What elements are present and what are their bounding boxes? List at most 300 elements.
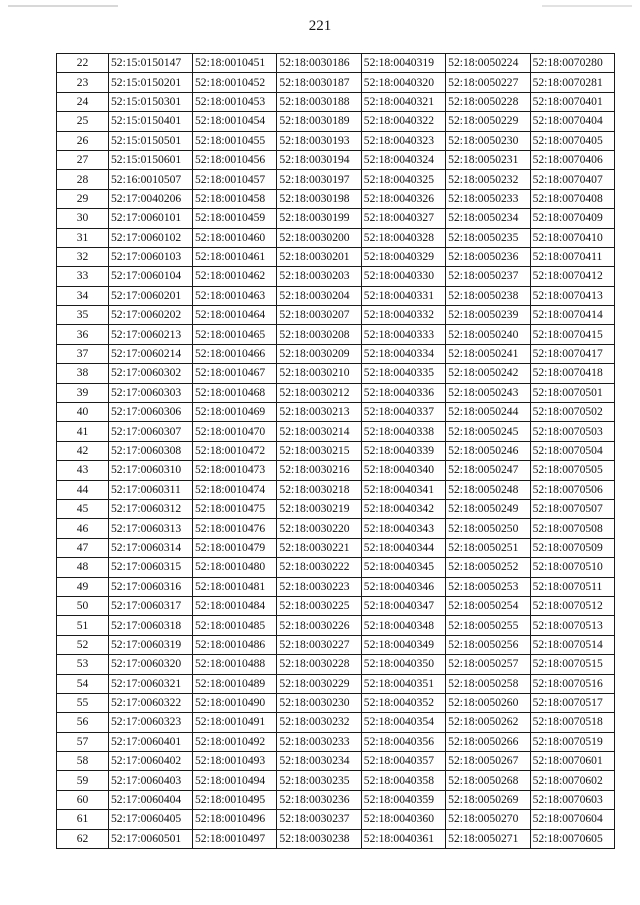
cadastral-number-cell: 52:18:0050229 (446, 112, 530, 131)
cadastral-number-cell: 52:18:0030218 (277, 480, 361, 499)
table-row (57, 422, 615, 441)
cadastral-number-cell: 52:18:0010476 (193, 519, 277, 538)
cadastral-number-cell: 52:17:0060307 (109, 422, 193, 441)
cadastral-number-cell: 52:18:0030209 (277, 344, 361, 363)
cadastral-number-cell: 52:18:0040356 (361, 732, 445, 751)
row-number-cell: 60 (57, 790, 109, 809)
cadastral-number-cell: 52:18:0070507 (530, 499, 614, 518)
cadastral-number-cell: 52:18:0010492 (193, 732, 277, 751)
cadastral-number-cell: 52:18:0030237 (277, 810, 361, 829)
cadastral-number-cell: 52:18:0050255 (446, 616, 530, 635)
table-row (57, 752, 615, 771)
cadastral-number-cell: 52:18:0030222 (277, 558, 361, 577)
cadastral-number-cell: 52:17:0060213 (109, 325, 193, 344)
cadastral-number-cell: 52:18:0040329 (361, 247, 445, 266)
cadastral-number-cell: 52:18:0070280 (530, 54, 614, 73)
row-number-cell: 56 (57, 713, 109, 732)
cadastral-number-cell: 52:18:0040323 (361, 131, 445, 150)
table-row (57, 403, 615, 422)
cadastral-number-cell: 52:18:0040336 (361, 383, 445, 402)
scan-artifact-right (542, 5, 632, 7)
row-number-cell: 22 (57, 54, 109, 73)
table-row (57, 538, 615, 557)
cadastral-number-cell: 52:18:0070513 (530, 616, 614, 635)
cadastral-number-cell: 52:17:0060202 (109, 306, 193, 325)
cadastral-number-cell: 52:18:0050234 (446, 209, 530, 228)
cadastral-number-cell: 52:18:0010491 (193, 713, 277, 732)
cadastral-number-cell: 52:18:0050249 (446, 499, 530, 518)
cadastral-number-cell: 52:18:0010465 (193, 325, 277, 344)
cadastral-number-cell: 52:18:0010452 (193, 73, 277, 92)
cadastral-number-cell: 52:18:0070502 (530, 403, 614, 422)
row-number-cell: 62 (57, 829, 109, 848)
cadastral-number-cell: 52:18:0050251 (446, 538, 530, 557)
cadastral-number-cell: 52:18:0010497 (193, 829, 277, 848)
cadastral-number-cell: 52:18:0050268 (446, 771, 530, 790)
row-number-cell: 46 (57, 519, 109, 538)
cadastral-number-cell: 52:18:0040341 (361, 480, 445, 499)
row-number-cell: 42 (57, 441, 109, 460)
cadastral-number-cell: 52:18:0040332 (361, 306, 445, 325)
cadastral-number-cell: 52:18:0070406 (530, 150, 614, 169)
cadastral-number-cell: 52:18:0010485 (193, 616, 277, 635)
table-row (57, 170, 615, 189)
cadastral-number-cell: 52:18:0010480 (193, 558, 277, 577)
cadastral-number-cell: 52:18:0050227 (446, 73, 530, 92)
cadastral-number-cell: 52:18:0030230 (277, 693, 361, 712)
cadastral-number-cell: 52:18:0070605 (530, 829, 614, 848)
cadastral-number-cell: 52:17:0060501 (109, 829, 193, 848)
cadastral-number-cell: 52:16:0010507 (109, 170, 193, 189)
table-row (57, 674, 615, 693)
cadastral-number-cell: 52:18:0070516 (530, 674, 614, 693)
row-number-cell: 29 (57, 189, 109, 208)
cadastral-number-cell: 52:18:0040349 (361, 635, 445, 654)
cadastral-number-cell: 52:18:0010467 (193, 364, 277, 383)
cadastral-number-cell: 52:18:0040344 (361, 538, 445, 557)
table-row (57, 635, 615, 654)
cadastral-number-cell: 52:18:0030204 (277, 286, 361, 305)
cadastral-number-cell: 52:18:0070412 (530, 267, 614, 286)
cadastral-number-cell: 52:17:0060315 (109, 558, 193, 577)
cadastral-number-cell: 52:18:0070503 (530, 422, 614, 441)
cadastral-number-cell: 52:18:0010474 (193, 480, 277, 499)
cadastral-number-cell: 52:17:0060321 (109, 674, 193, 693)
cadastral-number-cell: 52:18:0030213 (277, 403, 361, 422)
cadastral-number-cell: 52:18:0050269 (446, 790, 530, 809)
cadastral-number-cell: 52:18:0010494 (193, 771, 277, 790)
cadastral-number-cell: 52:18:0030201 (277, 247, 361, 266)
cadastral-number-cell: 52:18:0030194 (277, 150, 361, 169)
cadastral-number-cell: 52:18:0030220 (277, 519, 361, 538)
cadastral-number-cell: 52:18:0030214 (277, 422, 361, 441)
cadastral-number-cell: 52:18:0030223 (277, 577, 361, 596)
table-row (57, 344, 615, 363)
row-number-cell: 35 (57, 306, 109, 325)
table-row (57, 131, 615, 150)
cadastral-number-cell: 52:18:0040345 (361, 558, 445, 577)
cadastral-number-cell: 52:18:0050246 (446, 441, 530, 460)
cadastral-number-cell: 52:18:0030232 (277, 713, 361, 732)
cadastral-number-cell: 52:18:0050270 (446, 810, 530, 829)
cadastral-number-cell: 52:18:0010468 (193, 383, 277, 402)
table-row (57, 441, 615, 460)
cadastral-number-cell: 52:17:0060101 (109, 209, 193, 228)
cadastral-number-cell: 52:18:0050248 (446, 480, 530, 499)
cadastral-number-cell: 52:18:0030188 (277, 92, 361, 111)
row-number-cell: 27 (57, 150, 109, 169)
cadastral-number-cell: 52:18:0030199 (277, 209, 361, 228)
cadastral-number-cell: 52:18:0030226 (277, 616, 361, 635)
table-row (57, 596, 615, 615)
cadastral-number-cell: 52:17:0060103 (109, 247, 193, 266)
row-number-cell: 37 (57, 344, 109, 363)
cadastral-number-cell: 52:18:0010470 (193, 422, 277, 441)
row-number-cell: 34 (57, 286, 109, 305)
cadastral-number-cell: 52:17:0060312 (109, 499, 193, 518)
cadastral-number-cell: 52:18:0070404 (530, 112, 614, 131)
table-row (57, 383, 615, 402)
cadastral-number-cell: 52:18:0010469 (193, 403, 277, 422)
cadastral-number-cell: 52:18:0030228 (277, 655, 361, 674)
cadastral-number-cell: 52:18:0070504 (530, 441, 614, 460)
cadastral-number-cell: 52:18:0040340 (361, 461, 445, 480)
cadastral-number-cell: 52:18:0050241 (446, 344, 530, 363)
cadastral-number-cell: 52:18:0070505 (530, 461, 614, 480)
row-number-cell: 36 (57, 325, 109, 344)
cadastral-number-cell: 52:18:0070407 (530, 170, 614, 189)
cadastral-number-cell: 52:18:0070410 (530, 228, 614, 247)
cadastral-number-cell: 52:18:0070514 (530, 635, 614, 654)
cadastral-number-cell: 52:17:0060201 (109, 286, 193, 305)
cadastral-number-cell: 52:18:0030203 (277, 267, 361, 286)
cadastral-number-cell: 52:18:0010495 (193, 790, 277, 809)
row-number-cell: 47 (57, 538, 109, 557)
cadastral-number-cell: 52:18:0010486 (193, 635, 277, 654)
cadastral-number-cell: 52:18:0040337 (361, 403, 445, 422)
cadastral-number-cell: 52:18:0040335 (361, 364, 445, 383)
cadastral-number-cell: 52:18:0050266 (446, 732, 530, 751)
row-number-cell: 52 (57, 635, 109, 654)
table-row (57, 112, 615, 131)
cadastral-number-cell: 52:17:0060313 (109, 519, 193, 538)
row-number-cell: 23 (57, 73, 109, 92)
table-row (57, 810, 615, 829)
table-row (57, 209, 615, 228)
cadastral-number-cell: 52:17:0060401 (109, 732, 193, 751)
cadastral-number-cell: 52:18:0050252 (446, 558, 530, 577)
row-number-cell: 48 (57, 558, 109, 577)
cadastral-number-cell: 52:18:0010453 (193, 92, 277, 111)
cadastral-number-cell: 52:18:0030236 (277, 790, 361, 809)
cadastral-number-cell: 52:18:0040347 (361, 596, 445, 615)
cadastral-number-cell: 52:18:0050271 (446, 829, 530, 848)
table-row (57, 150, 615, 169)
cadastral-number-cell: 52:18:0040361 (361, 829, 445, 848)
cadastral-number-cell: 52:18:0040343 (361, 519, 445, 538)
table-row (57, 267, 615, 286)
table-row (57, 616, 615, 635)
cadastral-number-cell: 52:18:0010463 (193, 286, 277, 305)
cadastral-number-cell: 52:18:0040348 (361, 616, 445, 635)
cadastral-number-cell: 52:18:0030234 (277, 752, 361, 771)
cadastral-number-cell: 52:18:0070518 (530, 713, 614, 732)
cadastral-number-cell: 52:18:0030229 (277, 674, 361, 693)
row-number-cell: 40 (57, 403, 109, 422)
cadastral-number-cell: 52:18:0050244 (446, 403, 530, 422)
cadastral-number-cell: 52:15:0150301 (109, 92, 193, 111)
row-number-cell: 53 (57, 655, 109, 674)
table-row (57, 829, 615, 848)
cadastral-number-cell: 52:18:0040357 (361, 752, 445, 771)
cadastral-number-cell: 52:18:0040322 (361, 112, 445, 131)
cadastral-number-cell: 52:18:0050267 (446, 752, 530, 771)
cadastral-number-cell: 52:18:0040324 (361, 150, 445, 169)
row-number-cell: 45 (57, 499, 109, 518)
cadastral-number-cell: 52:18:0040351 (361, 674, 445, 693)
cadastral-number-cell: 52:18:0030212 (277, 383, 361, 402)
cadastral-number-cell: 52:18:0040350 (361, 655, 445, 674)
cadastral-number-cell: 52:18:0010451 (193, 54, 277, 73)
table-row (57, 558, 615, 577)
cadastral-number-cell: 52:18:0040321 (361, 92, 445, 111)
row-number-cell: 31 (57, 228, 109, 247)
cadastral-number-cell: 52:18:0050245 (446, 422, 530, 441)
cadastral-number-cell: 52:18:0030227 (277, 635, 361, 654)
cadastral-number-cell: 52:18:0050230 (446, 131, 530, 150)
cadastral-number-cell: 52:18:0010496 (193, 810, 277, 829)
cadastral-number-cell: 52:17:0060405 (109, 810, 193, 829)
cadastral-number-cell: 52:18:0070405 (530, 131, 614, 150)
row-number-cell: 50 (57, 596, 109, 615)
table-row (57, 655, 615, 674)
cadastral-number-cell: 52:17:0060318 (109, 616, 193, 635)
cadastral-number-cell: 52:18:0040354 (361, 713, 445, 732)
cadastral-number-cell: 52:18:0010461 (193, 247, 277, 266)
table-row (57, 790, 615, 809)
cadastral-number-cell: 52:18:0040327 (361, 209, 445, 228)
cadastral-number-cell: 52:18:0070415 (530, 325, 614, 344)
cadastral-number-cell: 52:18:0010457 (193, 170, 277, 189)
cadastral-number-cell: 52:17:0060104 (109, 267, 193, 286)
cadastral-number-cell: 52:18:0040333 (361, 325, 445, 344)
row-number-cell: 59 (57, 771, 109, 790)
cadastral-number-cell: 52:18:0010473 (193, 461, 277, 480)
cadastral-number-cell: 52:18:0010460 (193, 228, 277, 247)
cadastral-number-cell: 52:18:0010484 (193, 596, 277, 615)
cadastral-number-cell: 52:18:0030207 (277, 306, 361, 325)
cadastral-number-cell: 52:18:0010472 (193, 441, 277, 460)
table-row (57, 693, 615, 712)
cadastral-number-cell: 52:18:0050253 (446, 577, 530, 596)
cadastral-number-cell: 52:18:0030221 (277, 538, 361, 557)
cadastral-number-cell: 52:18:0010454 (193, 112, 277, 131)
cadastral-number-cell: 52:18:0070401 (530, 92, 614, 111)
cadastral-number-cell: 52:18:0050231 (446, 150, 530, 169)
cadastral-number-cell: 52:18:0070515 (530, 655, 614, 674)
table-body (57, 54, 615, 849)
cadastral-number-cell: 52:18:0070501 (530, 383, 614, 402)
cadastral-number-cell: 52:17:0060303 (109, 383, 193, 402)
row-number-cell: 61 (57, 810, 109, 829)
cadastral-number-cell: 52:18:0050243 (446, 383, 530, 402)
cadastral-number-cell: 52:18:0010475 (193, 499, 277, 518)
cadastral-number-cell: 52:18:0040320 (361, 73, 445, 92)
cadastral-number-cell: 52:17:0060404 (109, 790, 193, 809)
cadastral-number-cell: 52:18:0010464 (193, 306, 277, 325)
cadastral-number-cell: 52:18:0030233 (277, 732, 361, 751)
cadastral-number-cell: 52:18:0070281 (530, 73, 614, 92)
cadastral-number-cell: 52:18:0040328 (361, 228, 445, 247)
table-row (57, 247, 615, 266)
cadastral-number-cell: 52:18:0010479 (193, 538, 277, 557)
cadastral-number-cell: 52:15:0150147 (109, 54, 193, 73)
table-row (57, 228, 615, 247)
cadastral-number-cell: 52:15:0150401 (109, 112, 193, 131)
scan-artifact-left (8, 5, 118, 7)
table-row (57, 73, 615, 92)
table-row (57, 325, 615, 344)
row-number-cell: 39 (57, 383, 109, 402)
table-row (57, 713, 615, 732)
cadastral-number-cell: 52:18:0040352 (361, 693, 445, 712)
cadastral-number-cell: 52:18:0010459 (193, 209, 277, 228)
cadastral-number-cell: 52:18:0030198 (277, 189, 361, 208)
cadastral-number-cell: 52:18:0030210 (277, 364, 361, 383)
cadastral-number-cell: 52:18:0070519 (530, 732, 614, 751)
cadastral-number-cell: 52:18:0070408 (530, 189, 614, 208)
cadastral-number-cell: 52:18:0040339 (361, 441, 445, 460)
cadastral-number-cell: 52:18:0040338 (361, 422, 445, 441)
cadastral-number-cell: 52:18:0050247 (446, 461, 530, 480)
cadastral-number-cell: 52:18:0030219 (277, 499, 361, 518)
cadastral-number-cell: 52:18:0010458 (193, 189, 277, 208)
cadastral-number-cell: 52:18:0030197 (277, 170, 361, 189)
cadastral-number-cell: 52:15:0150201 (109, 73, 193, 92)
cadastral-number-cell: 52:18:0040325 (361, 170, 445, 189)
cadastral-number-cell: 52:17:0040206 (109, 189, 193, 208)
cadastral-number-cell: 52:18:0030193 (277, 131, 361, 150)
cadastral-number-cell: 52:17:0060214 (109, 344, 193, 363)
cadastral-number-cell: 52:15:0150501 (109, 131, 193, 150)
cadastral-number-cell: 52:18:0070603 (530, 790, 614, 809)
cadastral-number-cell: 52:18:0050233 (446, 189, 530, 208)
cadastral-number-cell: 52:18:0030189 (277, 112, 361, 131)
cadastral-number-cell: 52:18:0010493 (193, 752, 277, 771)
cadastral-number-cell: 52:18:0040326 (361, 189, 445, 208)
cadastral-number-cell: 52:18:0070418 (530, 364, 614, 383)
cadastral-number-cell: 52:18:0040334 (361, 344, 445, 363)
cadastral-number-cell: 52:18:0070517 (530, 693, 614, 712)
table-row (57, 92, 615, 111)
cadastral-number-cell: 52:18:0030225 (277, 596, 361, 615)
cadastral-number-cell: 52:18:0010456 (193, 150, 277, 169)
cadastral-number-cell: 52:18:0050239 (446, 306, 530, 325)
cadastral-number-cell: 52:18:0030200 (277, 228, 361, 247)
cadastral-number-table (56, 53, 615, 849)
cadastral-number-cell: 52:17:0060317 (109, 596, 193, 615)
cadastral-number-cell: 52:18:0030215 (277, 441, 361, 460)
page-number: 221 (308, 18, 332, 34)
table-row (57, 306, 615, 325)
cadastral-number-cell: 52:17:0060310 (109, 461, 193, 480)
row-number-cell: 55 (57, 693, 109, 712)
table-row (57, 519, 615, 538)
cadastral-number-cell: 52:18:0010481 (193, 577, 277, 596)
cadastral-number-cell: 52:18:0050236 (446, 247, 530, 266)
cadastral-number-cell: 52:18:0050232 (446, 170, 530, 189)
cadastral-number-cell: 52:18:0070604 (530, 810, 614, 829)
row-number-cell: 24 (57, 92, 109, 111)
cadastral-number-cell: 52:18:0010455 (193, 131, 277, 150)
cadastral-number-cell: 52:17:0060314 (109, 538, 193, 557)
cadastral-number-cell: 52:17:0060308 (109, 441, 193, 460)
cadastral-number-cell: 52:18:0050257 (446, 655, 530, 674)
cadastral-number-cell: 52:18:0010490 (193, 693, 277, 712)
cadastral-number-cell: 52:18:0040346 (361, 577, 445, 596)
row-number-cell: 30 (57, 209, 109, 228)
cadastral-number-cell: 52:17:0060403 (109, 771, 193, 790)
cadastral-number-cell: 52:17:0060323 (109, 713, 193, 732)
cadastral-number-cell: 52:18:0030187 (277, 73, 361, 92)
cadastral-number-cell: 52:18:0070413 (530, 286, 614, 305)
cadastral-number-cell: 52:17:0060316 (109, 577, 193, 596)
row-number-cell: 41 (57, 422, 109, 441)
cadastral-number-cell: 52:18:0050240 (446, 325, 530, 344)
cadastral-number-cell: 52:18:0010466 (193, 344, 277, 363)
cadastral-number-cell: 52:18:0030216 (277, 461, 361, 480)
row-number-cell: 26 (57, 131, 109, 150)
cadastral-number-cell: 52:18:0050224 (446, 54, 530, 73)
table-row (57, 771, 615, 790)
row-number-cell: 44 (57, 480, 109, 499)
cadastral-number-cell: 52:17:0060302 (109, 364, 193, 383)
cadastral-number-cell: 52:18:0050250 (446, 519, 530, 538)
cadastral-number-cell: 52:18:0070509 (530, 538, 614, 557)
cadastral-number-cell: 52:18:0070411 (530, 247, 614, 266)
cadastral-number-cell: 52:18:0030186 (277, 54, 361, 73)
cadastral-number-cell: 52:18:0070506 (530, 480, 614, 499)
cadastral-number-cell: 52:18:0030208 (277, 325, 361, 344)
cadastral-table-container (56, 53, 614, 849)
cadastral-number-cell: 52:17:0060320 (109, 655, 193, 674)
cadastral-number-cell: 52:18:0050235 (446, 228, 530, 247)
table-row (57, 461, 615, 480)
cadastral-number-cell: 52:18:0050258 (446, 674, 530, 693)
row-number-cell: 38 (57, 364, 109, 383)
cadastral-number-cell: 52:18:0010462 (193, 267, 277, 286)
row-number-cell: 25 (57, 112, 109, 131)
row-number-cell: 58 (57, 752, 109, 771)
cadastral-number-cell: 52:18:0070511 (530, 577, 614, 596)
row-number-cell: 49 (57, 577, 109, 596)
row-number-cell: 57 (57, 732, 109, 751)
cadastral-number-cell: 52:18:0050238 (446, 286, 530, 305)
cadastral-number-cell: 52:18:0050237 (446, 267, 530, 286)
cadastral-number-cell: 52:15:0150601 (109, 150, 193, 169)
cadastral-number-cell: 52:18:0040319 (361, 54, 445, 73)
cadastral-number-cell: 52:18:0040330 (361, 267, 445, 286)
cadastral-number-cell: 52:18:0070508 (530, 519, 614, 538)
cadastral-number-cell: 52:18:0030238 (277, 829, 361, 848)
cadastral-number-cell: 52:18:0040342 (361, 499, 445, 518)
cadastral-number-cell: 52:17:0060322 (109, 693, 193, 712)
cadastral-number-cell: 52:18:0050242 (446, 364, 530, 383)
cadastral-number-cell: 52:18:0070601 (530, 752, 614, 771)
table-row (57, 364, 615, 383)
cadastral-number-cell: 52:18:0010489 (193, 674, 277, 693)
cadastral-number-cell: 52:18:0070602 (530, 771, 614, 790)
